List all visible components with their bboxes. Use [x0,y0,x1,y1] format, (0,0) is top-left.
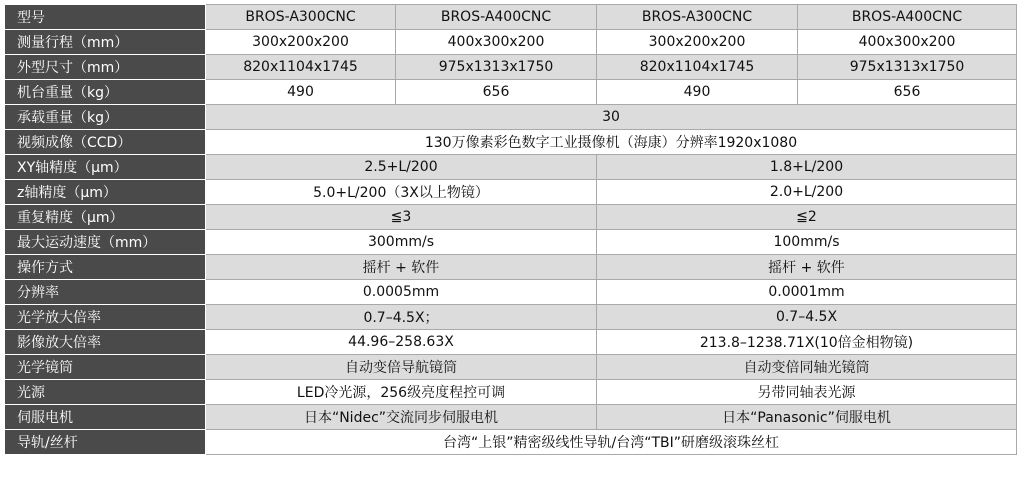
table-row [5,55,1017,80]
table-cell: 975x1313x1750 [396,55,597,80]
table-cell: 820x1104x1745 [597,55,798,80]
table-cell: 490 [206,80,396,105]
row-label: z轴精度（μm） [5,180,206,205]
table-cell: 0.0001mm [597,280,1017,305]
table-cell: 5.0+L/200（3X以上物镜） [206,180,597,205]
table-cell: 另带同轴表光源 [597,380,1017,405]
row-label: 操作方式 [5,255,206,280]
table-cell: 日本“Panasonic”伺服电机 [597,405,1017,430]
row-label: 机台重量（kg） [5,80,206,105]
table-cell: 0.7–4.5X [597,305,1017,330]
table-row [5,230,1017,255]
row-label: 伺服电机 [5,405,206,430]
table-cell: 44.96–258.63X [206,330,597,355]
table-row [5,30,1017,55]
model-label: 型号 [5,5,206,30]
row-label: 测量行程（mm） [5,30,206,55]
table-cell: 100mm/s [597,230,1017,255]
table-row [5,430,1017,455]
row-label: 光学放大倍率 [5,305,206,330]
table-cell: 300x200x200 [206,30,396,55]
table-row [5,155,1017,180]
table-row [5,180,1017,205]
table-row [5,330,1017,355]
table-cell: 300mm/s [206,230,597,255]
row-label: 重复精度（μm） [5,205,206,230]
table-row [5,80,1017,105]
table-row [5,130,1017,155]
row-label: 影像放大倍率 [5,330,206,355]
table-cell: 130万像素彩色数字工业摄像机（海康）分辨率1920x1080 [206,130,1017,155]
row-label: 外型尺寸（mm） [5,55,206,80]
table-cell: 213.8–1238.71X(10倍金相物镜) [597,330,1017,355]
table-row [5,305,1017,330]
table-cell: 2.0+L/200 [597,180,1017,205]
table-cell: 摇杆 + 软件 [597,255,1017,280]
row-label: 视频成像（CCD） [5,130,206,155]
row-label: 分辨率 [5,280,206,305]
table-cell: 820x1104x1745 [206,55,396,80]
table-cell: 400x300x200 [396,30,597,55]
table-cell: 656 [396,80,597,105]
table-cell: 1.8+L/200 [597,155,1017,180]
model-header: BROS-A400CNC [396,5,597,30]
header-row [5,5,1017,30]
spec-table-container [4,4,1016,455]
row-label: 光学镜筒 [5,355,206,380]
table-cell: 自动变倍同轴光镜筒 [597,355,1017,380]
table-cell: 30 [206,105,1017,130]
table-cell: 0.7–4.5X； [206,305,597,330]
row-label: 光源 [5,380,206,405]
table-row [5,105,1017,130]
row-label: 最大运动速度（mm） [5,230,206,255]
table-cell: 490 [597,80,798,105]
table-cell: 台湾“上银”精密级线性导轨/台湾“TBI”研磨级滚珠丝杠 [206,430,1017,455]
table-cell: 656 [798,80,1017,105]
model-header: BROS-A300CNC [597,5,798,30]
row-label: XY轴精度（μm） [5,155,206,180]
table-cell: ≦3 [206,205,597,230]
table-cell: LED冷光源，256级亮度程控可调 [206,380,597,405]
row-label: 承载重量（kg） [5,105,206,130]
table-row [5,280,1017,305]
table-row [5,255,1017,280]
table-row [5,205,1017,230]
table-cell: 2.5+L/200 [206,155,597,180]
model-header: BROS-A400CNC [798,5,1017,30]
table-row [5,355,1017,380]
spec-table [4,4,1017,455]
table-cell: ≦2 [597,205,1017,230]
table-row [5,405,1017,430]
table-cell: 0.0005mm [206,280,597,305]
table-cell: 摇杆 + 软件 [206,255,597,280]
row-label: 导轨/丝杆 [5,430,206,455]
model-header: BROS-A300CNC [206,5,396,30]
table-row [5,380,1017,405]
table-cell: 300x200x200 [597,30,798,55]
table-cell: 400x300x200 [798,30,1017,55]
table-cell: 自动变倍导航镜筒 [206,355,597,380]
table-cell: 日本“Nidec”交流同步伺服电机 [206,405,597,430]
table-cell: 975x1313x1750 [798,55,1017,80]
